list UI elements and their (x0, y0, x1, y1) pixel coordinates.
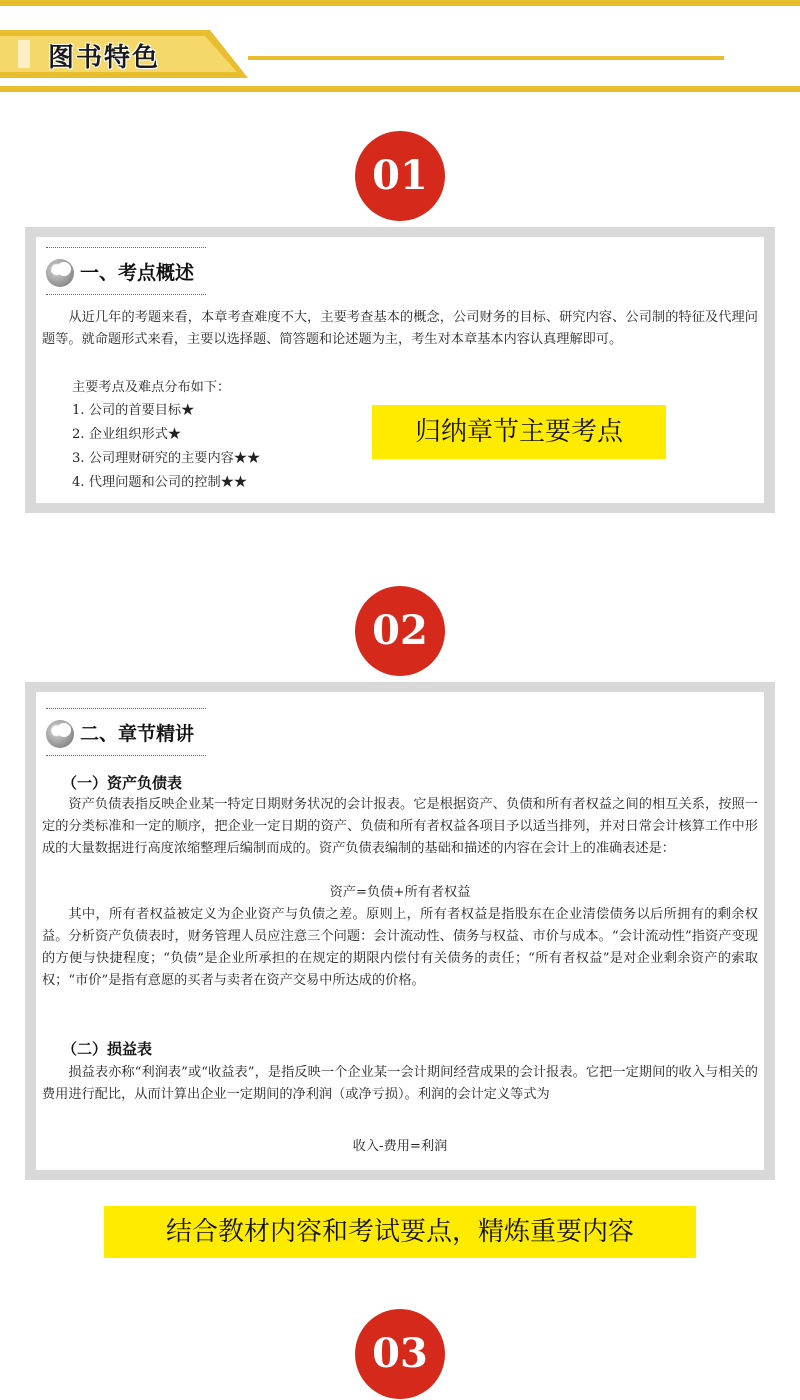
list-title: 主要考点及难点分布如下： (72, 380, 231, 395)
lecture-panel (25, 682, 775, 1180)
section-heading (46, 247, 206, 297)
list-item: 4. 代理问题和公司的控制★★ (72, 475, 248, 490)
balance-sheet-paragraph: 资产负债表指反映企业某一特定日期财务状况的会计报表。它是根据资产、负债和所有者权益之间的相互关系，按照一定的分类标准和一定的顺序，把企业一定日期的资产、负债和所有者权益各项目予以适当排列，并对日常会计核算工作中形成的大量数据进行高度浓缩整理后编制而成的。资产负债表编制的基础和描述的内容在会计上的准确表述是： (42, 797, 758, 856)
header-title: 图书特色 (48, 43, 161, 73)
section-title: 一、考点概述 (80, 262, 195, 284)
summary-panel (25, 227, 775, 513)
highlight-callout: 归纳章节主要考点 (372, 405, 666, 459)
list-item: 2. 企业组织形式★ (72, 427, 182, 442)
lecture-panel-content (36, 692, 764, 1170)
accounting-equation: 资产=负债+所有者权益 (329, 885, 471, 900)
income-statement-paragraph: 损益表亦称“利润表”或“收益表”，是指反映一个企业某一会计期间经营成果的会计报表。它把一定期间的收入与相关的费用进行配比，从而计算出企业一定期间的净利润（或净亏损）。利润的会计定义等式为 (42, 1065, 758, 1102)
summary-panel-content (36, 237, 764, 503)
list-item: 1. 公司的首要目标★ (72, 403, 195, 418)
section-number-badge: 03 (355, 1309, 445, 1399)
section-bullet-icon (46, 259, 74, 287)
dotted-divider (46, 247, 206, 248)
overview-paragraph: 从近几年的考题来看，本章考查难度不大，主要考查基本的概念，公司财务的目标、研究内容、公司制的特征及代理问题等。就命题形式来看，主要以选择题、简答题和论述题为主，考生对本章基本内容认真理解即可。 (42, 310, 758, 347)
owner-equity-paragraph: 其中，所有者权益被定义为企业资产与负债之差。原则上，所有者权益是指股东在企业清偿债务以后所拥有的剩余权益。分析资产负债表时，财务管理人员应注意三个问题：会计流动性、债务与权益、市价与成本。“会计流动性”指资产变现的方便与快捷程度；“负债”是企业所承担的在规定的期限内偿付有关债务的责任；“所有者权益”是对企业剩余资产的索取权；“市价”是指有意愿的买者与卖者在资产交易中所达成的价格。 (42, 907, 758, 988)
section-bullet-icon (46, 720, 74, 748)
list-item: 3. 公司理财研究的主要内容★★ (72, 451, 261, 466)
highlight-callout: 结合教材内容和考试要点，精炼重要内容 (104, 1206, 696, 1258)
subsection-title: （二）损益表 (62, 1040, 153, 1058)
section-title: 二、章节精讲 (80, 723, 195, 745)
section-number-badge: 01 (355, 131, 445, 221)
section-heading (46, 708, 206, 758)
dotted-divider (46, 294, 206, 295)
dotted-divider (46, 755, 206, 756)
subsection-title: （一）资产负债表 (62, 774, 183, 792)
dotted-divider (46, 708, 206, 709)
section-number-badge: 02 (355, 586, 445, 676)
profit-equation: 收入-费用=利润 (352, 1139, 448, 1154)
